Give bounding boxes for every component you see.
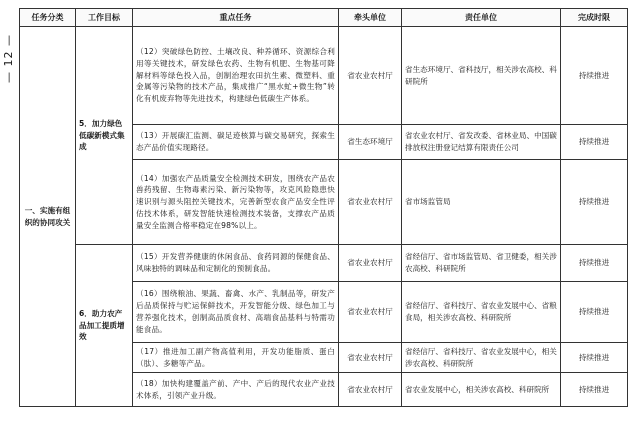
lead-unit-cell: 省农业农村厅	[339, 27, 402, 125]
lead-unit-cell: 省农业农村厅	[339, 373, 402, 407]
deadline-cell: 持续推进	[561, 282, 628, 343]
task-cell: （18）加快构建覆盖产前、产中、产后的现代农业产业技术体系，引领产业升级。	[133, 373, 339, 407]
deadline-cell: 持续推进	[561, 373, 628, 407]
deadline-cell: 持续推进	[561, 125, 628, 160]
lead-unit-cell: 省农业农村厅	[339, 160, 402, 245]
deadline-cell: 持续推进	[561, 27, 628, 125]
header-goal: 工作目标	[76, 9, 133, 27]
header-category: 任务分类	[20, 9, 76, 27]
deadline-cell: 持续推进	[561, 160, 628, 245]
table-row	[20, 245, 628, 282]
responsible-unit-cell: 省市场监管局	[402, 160, 561, 245]
responsible-unit-cell: 省农业农村厅、省发改委、省林业局、中国碳排放权注册登记结算有限责任公司	[402, 125, 561, 160]
page-number-text: — 12 —	[1, 33, 15, 83]
responsible-unit-cell: 省农业发展中心，相关涉农高校、科研院所	[402, 373, 561, 407]
goal-cell-6: 6．助力农产品加工提质增效	[76, 245, 133, 407]
lead-unit-cell: 省农业农村厅	[339, 245, 402, 282]
table-row	[20, 27, 628, 125]
task-cell: （13）开展碳汇监测、碳足迹核算与碳交易研究，探索生态产品价值实现路径。	[133, 125, 339, 160]
task-table	[19, 8, 628, 407]
deadline-cell: 持续推进	[561, 343, 628, 373]
deadline-cell: 持续推进	[561, 245, 628, 282]
task-cell: （14）加强农产品质量安全检测技术研发，围绕农产品农兽药残留、生物毒素污染、新污染物等，攻克风险隐患快速识别与源头阻控关键技术，完善新型农食产品安全性评估技术体系，研发智能快速检测技术装备，支撑农产品质量安全监测合格率稳定在98%以上。	[133, 160, 339, 245]
responsible-unit-cell: 省经信厅、省科技厅、省农业发展中心，相关涉农高校、科研院所	[402, 343, 561, 373]
lead-unit-cell: 省农业农村厅	[339, 343, 402, 373]
header-lead-unit: 牵头单位	[339, 9, 402, 27]
header-responsible-unit: 责任单位	[402, 9, 561, 27]
category-cell: 一、实施有组织的协同攻关	[20, 27, 76, 407]
table-header-row	[20, 9, 628, 27]
responsible-unit-cell: 省生态环境厅、省科技厅，相关涉农高校、科研院所	[402, 27, 561, 125]
goal-cell-5: 5．加力绿色低碳新模式集成	[76, 27, 133, 245]
task-cell: （16）围绕粮油、果蔬、畜禽、水产、乳制品等，研发产后品质保持与贮运保鲜技术，开发智能分级、绿色加工与营养强化技术，创制高品质食材、高端食品基料与特需功能食品。	[133, 282, 339, 343]
header-task: 重点任务	[133, 9, 339, 27]
page-number	[2, 28, 14, 88]
responsible-unit-cell: 省经信厅、省市场监管局、省卫健委，相关涉农高校、科研院所	[402, 245, 561, 282]
responsible-unit-cell: 省经信厅、省科技厅、省农业发展中心、省粮食局，相关涉农高校、科研院所	[402, 282, 561, 343]
header-deadline: 完成时限	[561, 9, 628, 27]
lead-unit-cell: 省生态环境厅	[339, 125, 402, 160]
task-cell: （15）开发营养健康的休闲食品、食药同源的保健食品、风味独特的调味品和定制化的预制食品。	[133, 245, 339, 282]
task-cell: （17）推进加工副产物高值利用，开发功能脂质、蛋白（肽）、多糖等产品。	[133, 343, 339, 373]
lead-unit-cell: 省农业农村厅	[339, 282, 402, 343]
task-cell: （12）突破绿色防控、土壤改良、种养循环、资源综合利用等关键技术，研发绿色农药、生物有机肥、生物基可降解材料等绿色投入品，创制治理农田抗生素、微塑料、重金属等污染物的技术产品，集成推广“黑水虻+微生物”转化有机废弃物等先进技术，构建绿色低碳生产体系。	[133, 27, 339, 125]
